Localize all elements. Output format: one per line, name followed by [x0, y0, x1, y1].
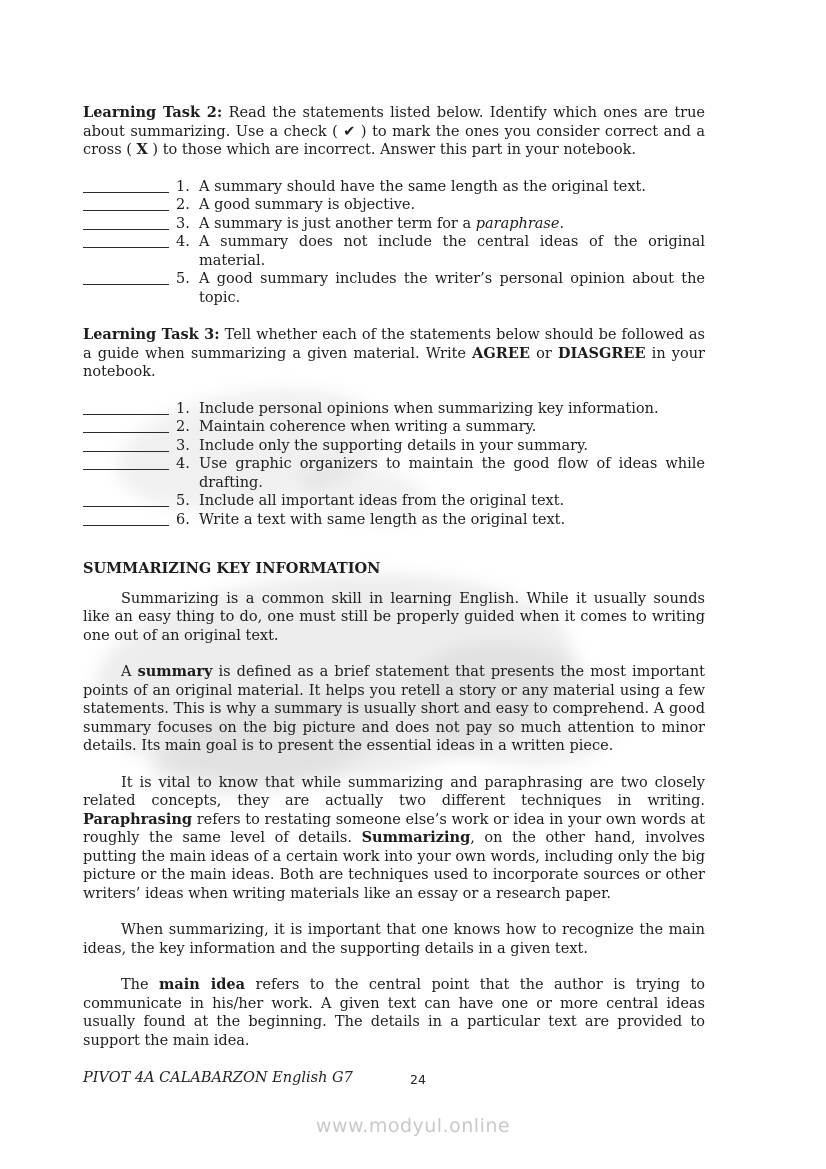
cross-icon: X [136, 141, 148, 158]
item-text: A good summary includes the writer’s personal opinion about the topic. [199, 271, 705, 306]
item-text: Include all important ideas from the original text. [199, 493, 565, 509]
page-content [83, 104, 705, 1068]
paragraph-2-pre: A [121, 664, 138, 680]
task3-list [83, 400, 705, 530]
section-heading: SUMMARIZING KEY INFORMATION [83, 560, 381, 577]
task3-title: Learning Task 3: [83, 326, 220, 343]
task2-item-2 [83, 196, 705, 215]
paragraph-3-mid: refers to restating someone else’s work or idea in your own words at roughly the same level of details. [83, 811, 705, 846]
task2-intro-1: Read the statements listed below. Identify which ones are true about summarizing. Use a check ( [83, 105, 705, 140]
paragraph-5-post: refers to the central point that the author is trying to communicate in his/her work. A given text can have one or more central ideas usually found at the beginning. The details in a particular text are provided to support the main idea. [83, 977, 705, 1049]
answer-blank [83, 418, 169, 433]
item-number: 2. [176, 197, 190, 213]
item-number: 4. [176, 456, 190, 472]
item-text [199, 215, 705, 234]
task3-item-6 [83, 511, 705, 530]
item-text: Include personal opinions when summarizing key information. [199, 400, 659, 417]
answer-blank [83, 492, 169, 507]
paragraph-2-post: is defined as a brief statement that presents the most important points of an original material. It helps you retell a story or any material using a few statements. This is why a summary is usually short and easy to comprehend. A good summary focuses on the big picture and does not pay so much attention to minor details. Its main goal is to present the essential ideas in a written piece. [83, 664, 705, 754]
answer-blank [83, 455, 169, 470]
item-number: 5. [176, 271, 190, 287]
task2-instructions [83, 104, 705, 160]
task3-item-2 [83, 418, 705, 437]
item-text: Write a text with same length as the original text. [199, 511, 566, 528]
paragraph-2 [83, 663, 705, 756]
task3-instructions [83, 326, 705, 382]
task2-item-5 [83, 270, 705, 307]
answer-blank [83, 233, 169, 248]
item-text: A summary does not include the central ideas of the original material. [199, 234, 705, 269]
paragraph-5 [83, 976, 705, 1050]
paragraph-5-pre: The [121, 977, 160, 993]
task3-intro-1: Tell whether each of the statements below should be followed as a guide when summarizing a given material. Write [83, 327, 706, 362]
item-number: 3. [176, 437, 190, 454]
answer-blank [83, 400, 169, 415]
task2-intro-2: ) to mark the ones you consider correct and a cross ( [83, 123, 706, 158]
item-text-pre: A summary is just another term for a [199, 215, 476, 232]
main-idea-term: main idea [159, 976, 245, 993]
item-text: Include only the supporting details in your summary. [199, 437, 588, 454]
task2-title: Learning Task 2: [83, 104, 223, 121]
answer-blank [83, 196, 169, 211]
task3-intro-3: in your notebook. [83, 345, 705, 380]
task3-item-3 [83, 437, 705, 456]
task2-item-4 [83, 233, 705, 270]
item-text: Use graphic organizers to maintain the good flow of ideas while drafting. [199, 456, 705, 491]
task2-list [83, 178, 705, 308]
answer-blank [83, 215, 169, 230]
site-watermark: www.modyul.online [315, 1115, 511, 1137]
item-text: A good summary is objective. [199, 197, 416, 213]
agree-word: AGREE [472, 344, 530, 362]
check-icon: ✔ [343, 123, 356, 140]
task3-item-4 [83, 455, 705, 492]
item-text-post: . [559, 215, 565, 232]
item-number: 4. [176, 234, 190, 250]
summarizing-term: Summarizing [361, 829, 471, 846]
item-number: 5. [176, 493, 190, 509]
footer-book-title: PIVOT 4A CALABARZON English G7 [83, 1070, 353, 1086]
paragraph-4: When summarizing, it is important that one knows how to recognize the main ideas, the key information and the supporting details in a given text. [83, 922, 705, 957]
task3-intro-2: or [529, 345, 558, 362]
task3-item-1 [83, 400, 705, 419]
item-number: 1. [176, 400, 190, 417]
item-text: Maintain coherence when writing a summary. [199, 419, 537, 435]
paraphrasing-term: Paraphrasing [83, 810, 193, 828]
disagree-word: DIASGREE [557, 344, 646, 362]
item-text-italic: paraphrase [475, 215, 560, 232]
summary-term: summary [137, 663, 213, 680]
paragraph-1: Summarizing is a common skill in learning English. While it usually sounds like an easy thing to do, one must still be properly guided when it comes to writing one out of an original text. [83, 590, 705, 644]
item-number: 6. [176, 511, 190, 528]
answer-blank [83, 511, 169, 526]
answer-blank [83, 178, 169, 193]
paragraph-3-pre: It is vital to know that while summarizing and paraphrasing are two closely related concepts, they are actually two different techniques in writing. [83, 774, 705, 809]
item-number: 2. [176, 419, 190, 435]
task2-intro-3: ) to those which are incorrect. Answer this part in your notebook. [147, 142, 636, 158]
task3-item-5 [83, 492, 705, 511]
answer-blank [83, 270, 169, 285]
paragraph-3 [83, 774, 705, 904]
page-number: 24 [410, 1072, 426, 1087]
item-text: A summary should have the same length as the original text. [199, 178, 646, 195]
answer-blank [83, 437, 169, 452]
paragraph-3-post: , on the other hand, involves putting the main ideas of a certain work into your own words, including only the big picture or the main ideas. Both are techniques used to incorporate sources or other writers’ ideas when writing materials like an essay or a research paper. [83, 830, 705, 902]
task2-item-1 [83, 178, 705, 197]
task2-item-3 [83, 215, 705, 234]
item-number: 1. [176, 178, 190, 195]
item-number: 3. [176, 215, 190, 232]
